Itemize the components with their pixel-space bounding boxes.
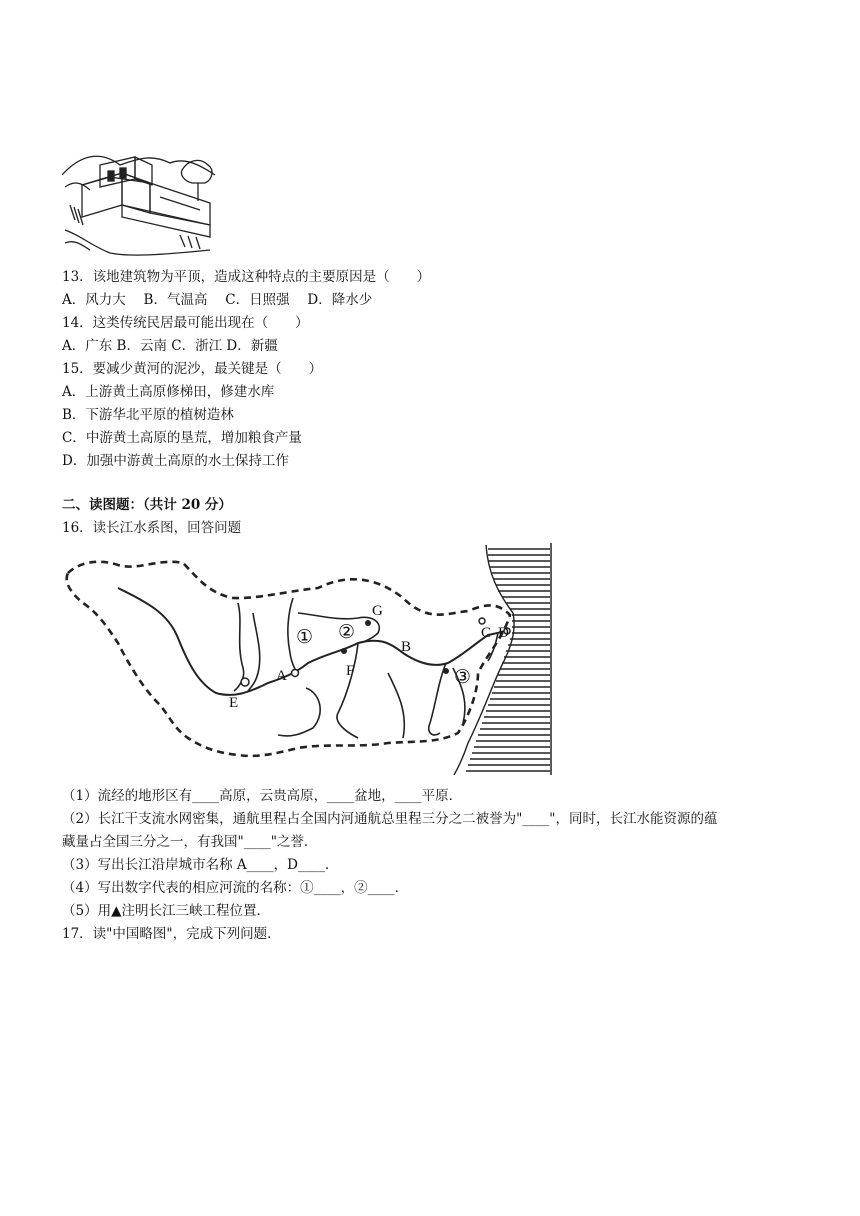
- question-16-part-2-line-2: 藏量占全国三分之一，有我国"____"之誉．: [62, 834, 318, 850]
- question-15-option-b: B．下游华北平原的植树造林: [62, 407, 234, 423]
- sea-hatching: [466, 549, 550, 771]
- map-label-b: B: [401, 639, 412, 655]
- map-label-river-3: ③: [454, 666, 472, 688]
- question-13: 13．该地建筑物为平顶，造成这种特点的主要原因是（ ）: [62, 269, 431, 285]
- question-14-options: A．广东 B．云南 C．浙江 D．新疆: [62, 338, 278, 354]
- question-15: 15．要减少黄河的泥沙，最关键是（ ）: [62, 361, 323, 377]
- map-label-f: F: [346, 663, 355, 679]
- yangtze-river-system-map: [58, 543, 558, 775]
- map-label-river-2: ②: [338, 621, 356, 643]
- section-2-heading: 二、读图题：（共计 20 分）: [62, 497, 232, 513]
- flat-roof-house-illustration: [60, 135, 220, 260]
- map-label-d: D: [498, 625, 509, 641]
- question-17: 17．读"中国略图"，完成下列问题．: [62, 926, 281, 942]
- map-label-a: A: [276, 668, 287, 684]
- question-13-options: A．风力大 B．气温高 C．日照强 D．降水少: [62, 292, 373, 308]
- question-15-option-c: C．中游黄土高原的垦荒，增加粮食产量: [62, 430, 302, 446]
- map-label-c: C: [481, 625, 492, 641]
- map-label-river-1: ①: [296, 626, 314, 648]
- question-16-part-5: （5）用▲注明长江三峡工程位置．: [62, 903, 270, 919]
- question-15-option-a: A．上游黄土高原修梯田，修建水库: [62, 384, 275, 400]
- question-16: 16．读长江水系图，回答问题: [62, 520, 242, 536]
- question-15-option-d: D．加强中游黄土高原的水土保持工作: [62, 453, 289, 469]
- question-14: 14．这类传统民居最可能出现在（ ）: [62, 315, 309, 331]
- yangtze-main-river: [118, 588, 510, 695]
- basin-boundary: [67, 562, 510, 756]
- question-16-part-4: （4）写出数字代表的相应河流的名称：①____，②____．: [62, 880, 409, 896]
- question-16-part-2-line-1: （2）长江干支流水网密集，通航里程占全国内河通航总里程三分之二被誉为"____"，同时，长江水能资源的蕴: [62, 811, 718, 827]
- question-16-part-3: （3）写出长江沿岸城市名称 A____，D____．: [62, 857, 339, 873]
- map-label-e: E: [229, 695, 239, 711]
- question-16-part-1: （1）流经的地形区有____高原，云贵高原，____盆地，____平原．: [62, 788, 463, 804]
- map-label-g: G: [372, 603, 383, 619]
